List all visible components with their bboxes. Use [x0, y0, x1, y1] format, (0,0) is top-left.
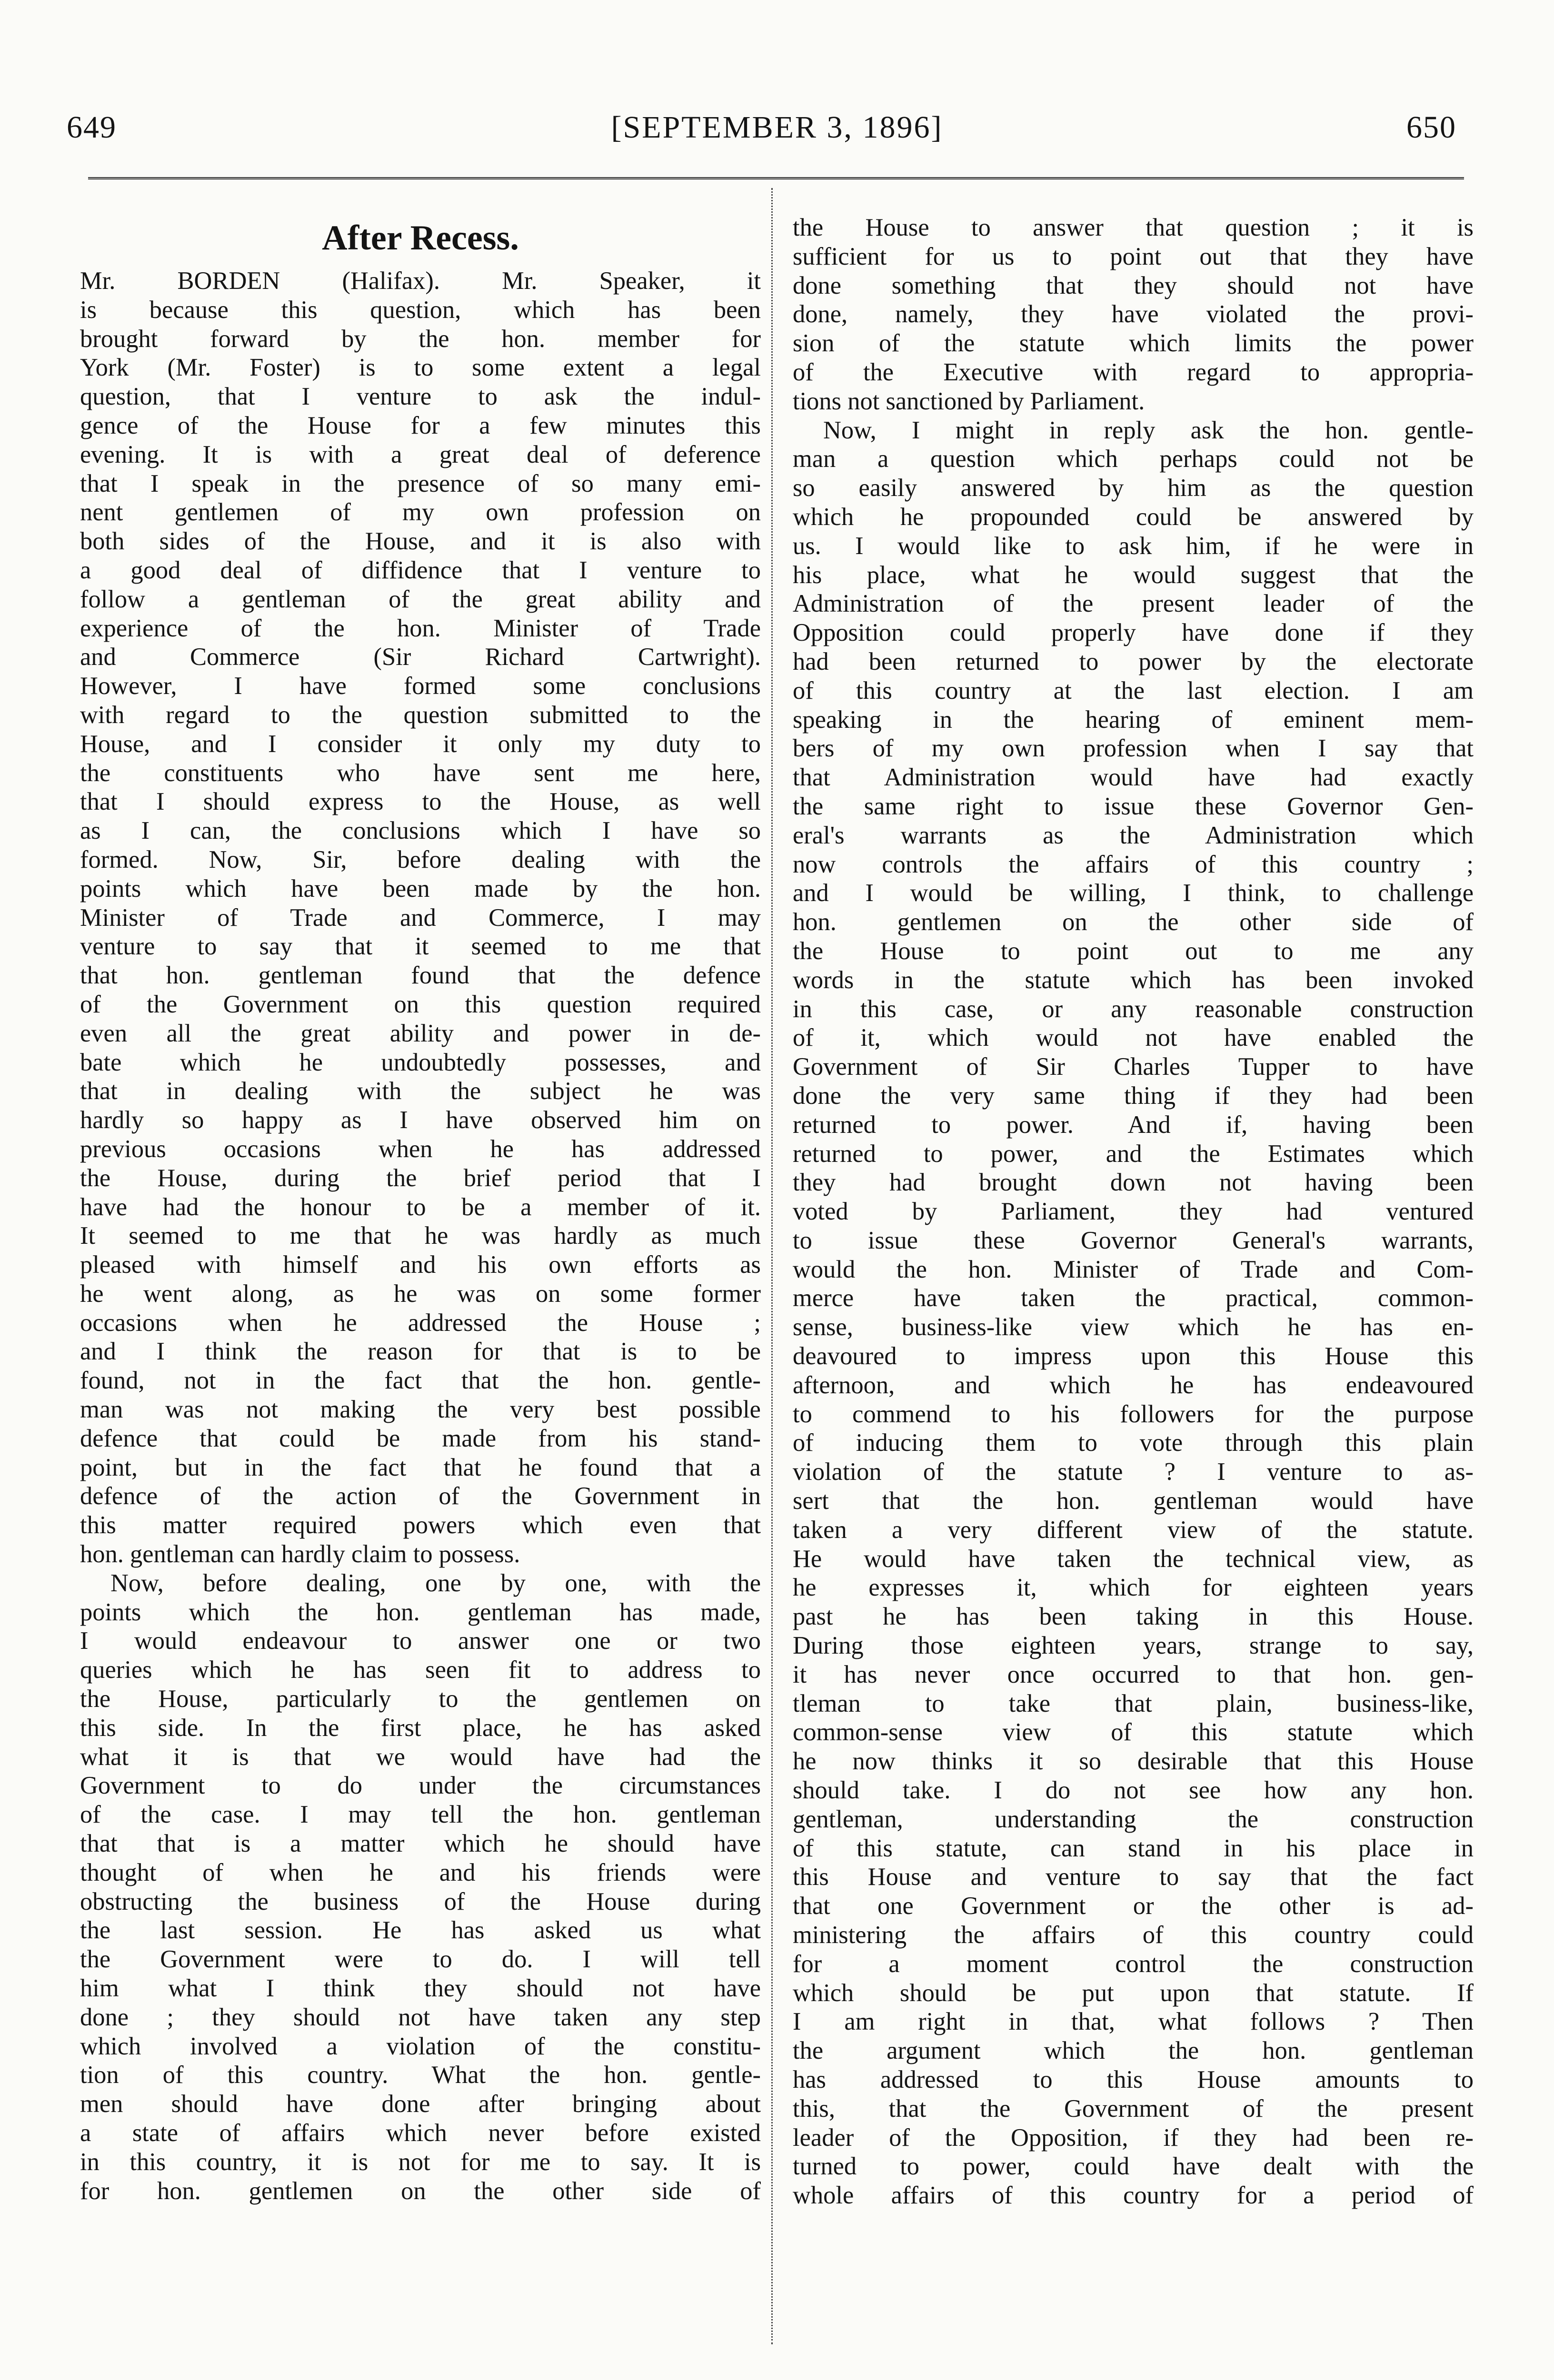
text-line: formed. Now, Sir, before dealing with the [80, 845, 761, 873]
text-line: Opposition could properly have done if they [793, 619, 1474, 647]
text-line: his place, what he would suggest that the [793, 561, 1474, 589]
text-line: of the case. I may tell the hon. gentleman [80, 1801, 761, 1829]
text-line: common-sense view of this statute which [793, 1718, 1474, 1746]
text-line: that hon. gentleman found that the defence [80, 962, 761, 990]
left-column-text [80, 267, 761, 2205]
text-line: both sides of the House, and it is also with [80, 527, 761, 555]
left-column [80, 213, 761, 2205]
text-line: the argument which the hon. gentleman [793, 2037, 1474, 2065]
text-line: York (Mr. Foster) is to some extent a legal [80, 354, 761, 382]
text-line: this House and venture to say that the fact [793, 1863, 1474, 1891]
text-line: obstructing the business of the House during [80, 1887, 761, 1915]
text-line: I would endeavour to answer one or two [80, 1627, 761, 1655]
text-line: us. I would like to ask him, if he were in [793, 532, 1474, 560]
text-line: which involved a violation of the constitu- [80, 2032, 761, 2060]
text-line: the House, particularly to the gentlemen on [80, 1685, 761, 1713]
text-line: to commend to his followers for the purpose [793, 1400, 1474, 1428]
text-line: as I can, the conclusions which I have so [80, 817, 761, 845]
text-line: turned to power, could have dealt with the [793, 2152, 1474, 2181]
text-line: gentleman, understanding the construction [793, 1805, 1474, 1833]
text-line: taken a very different view of the statute. [793, 1516, 1474, 1544]
text-line: During those eighteen years, strange to say, [793, 1632, 1474, 1660]
text-line: men should have done after bringing about [80, 2090, 761, 2118]
text-line: words in the statute which has been invoked [793, 966, 1474, 994]
text-line: violation of the statute ? I venture to as- [793, 1458, 1474, 1486]
text-line: for hon. gentlemen on the other side of [80, 2177, 761, 2205]
text-line: a state of affairs which never before existed [80, 2119, 761, 2147]
text-line: tleman to take that plain, business-like, [793, 1689, 1474, 1717]
text-line: However, I have formed some conclusions [80, 672, 761, 700]
section-title: After Recess. [322, 218, 519, 258]
text-line: he now thinks it so desirable that this House [793, 1747, 1474, 1775]
text-line: this, that the Government of the present [793, 2094, 1474, 2122]
text-line: of it, which would not have enabled the [793, 1024, 1474, 1052]
text-line: done something that they should not have [793, 271, 1474, 299]
text-line: he went along, as he was on some former [80, 1279, 761, 1308]
text-line: and I would be willing, I think, to challenge [793, 879, 1474, 907]
text-line: Now, before dealing, one by one, with the [110, 1569, 761, 1597]
text-line: of this statute, can stand in his place in [793, 1834, 1474, 1862]
header-rule [88, 177, 1464, 179]
text-line: merce have taken the practical, common- [793, 1284, 1474, 1312]
text-line: is because this question, which has been [80, 296, 761, 324]
text-line: even all the great ability and power in de- [80, 1019, 761, 1047]
text-line: it has never once occurred to that hon. gen- [793, 1660, 1474, 1688]
text-line: the House to point out to me any [793, 937, 1474, 965]
text-line: to issue these Governor General's warrants, [793, 1226, 1474, 1254]
text-line: ministering the affairs of this country could [793, 1921, 1474, 1949]
text-line: follow a gentleman of the great ability and [80, 585, 761, 613]
text-line: Mr. BORDEN (Halifax). Mr. Speaker, it [80, 267, 761, 295]
text-line: hon. gentleman can hardly claim to possess. [80, 1540, 520, 1568]
text-line: venture to say that it seemed to me that [80, 932, 761, 961]
text-line: defence of the action of the Government in [80, 1482, 761, 1510]
text-line: a good deal of diffidence that I venture to [80, 556, 761, 584]
text-line: tion of this country. What the hon. gentle- [80, 2061, 761, 2089]
text-line: returned to power, and the Estimates which [793, 1140, 1474, 1168]
text-line: done the very same thing if they had been [793, 1081, 1474, 1110]
right-column-text [793, 213, 1474, 2210]
text-line: question, that I venture to ask the indul- [80, 383, 761, 411]
text-line: the House, during the brief period that I [80, 1164, 761, 1192]
text-line: with regard to the question submitted to the [80, 701, 761, 729]
text-line: speaking in the hearing of eminent mem- [793, 705, 1474, 734]
text-line: has addressed to this House amounts to [793, 2066, 1474, 2093]
text-line: done, namely, they have violated the provi- [793, 300, 1474, 328]
text-line: that one Government or the other is ad- [793, 1892, 1474, 1920]
text-line: bers of my own profession when I say that [793, 734, 1474, 763]
text-line: voted by Parliament, they had ventured [793, 1198, 1474, 1226]
header-date: [SEPTEMBER 3, 1896] [611, 110, 943, 145]
text-line: tions not sanctioned by Parliament. [793, 387, 1145, 415]
text-line: this side. In the first place, he has asked [80, 1714, 761, 1742]
text-line: nent gentlemen of my own profession on [80, 498, 761, 526]
page-header [0, 109, 1554, 152]
text-line: the constituents who have sent me here, [80, 759, 761, 787]
text-line: have had the honour to be a member of it. [80, 1193, 761, 1221]
text-line: occasions when he addressed the House ; [80, 1309, 761, 1337]
text-line: would the hon. Minister of Trade and Com- [793, 1255, 1474, 1283]
text-line: that I speak in the presence of so many emi- [80, 469, 761, 497]
text-line: He would have taken the technical view, as [793, 1545, 1474, 1573]
text-line: that I should express to the House, as well [80, 788, 761, 816]
text-line: points which have been made by the hon. [80, 874, 761, 902]
text-line: Government of Sir Charles Tupper to have [793, 1053, 1474, 1081]
text-line: Government to do under the circumstances [80, 1772, 761, 1800]
text-line: in this country, it is not for me to say. It is [80, 2148, 761, 2176]
text-line: pleased with himself and his own efforts as [80, 1251, 761, 1279]
text-line: afternoon, and which he has endeavoured [793, 1371, 1474, 1399]
text-line: brought forward by the hon. member for [80, 325, 761, 353]
text-line: evening. It is with a great deal of deference [80, 440, 761, 468]
text-line: eral's warrants as the Administration which [793, 821, 1474, 849]
text-line: which should be put upon that statute. If [793, 1979, 1474, 2007]
text-line: sion of the statute which limits the power [793, 329, 1474, 357]
text-line: now controls the affairs of this country ; [793, 850, 1474, 878]
text-line: Now, I might in reply ask the hon. gentle- [823, 416, 1474, 444]
text-line: I am right in that, what follows ? Then [793, 2008, 1474, 2036]
text-line: of the Government on this question required [80, 990, 761, 1018]
text-line: gence of the House for a few minutes this [80, 411, 761, 439]
text-line: previous occasions when he has addressed [80, 1135, 761, 1163]
text-line: so easily answered by him as the question [793, 474, 1474, 502]
text-line: It seemed to me that he was hardly as much [80, 1222, 761, 1250]
text-line: man was not making the very best possible [80, 1396, 761, 1424]
text-line: had been returned to power by the electorate [793, 647, 1474, 675]
text-line: sufficient for us to point out that they have [793, 242, 1474, 270]
text-line: hon. gentlemen on the other side of [793, 908, 1474, 936]
text-line: this matter required powers which even that [80, 1511, 761, 1539]
text-line: thought of when he and his friends were [80, 1858, 761, 1886]
text-line: and Commerce (Sir Richard Cartwright). [80, 643, 761, 671]
text-line: he expresses it, which for eighteen years [793, 1574, 1474, 1602]
text-line: defence that could be made from his stand- [80, 1424, 761, 1452]
text-line: should take. I do not see how any hon. [793, 1776, 1474, 1805]
text-line: the House to answer that question ; it is [793, 214, 1474, 241]
text-line: past he has been taking in this House. [793, 1603, 1474, 1631]
text-line: sense, business-like view which he has en- [793, 1313, 1474, 1341]
right-column [793, 213, 1474, 2210]
text-line: that in dealing with the subject he was [80, 1077, 761, 1105]
page-number-left: 649 [67, 110, 117, 145]
text-line: of the Executive with regard to appropria- [793, 358, 1474, 386]
text-line: House, and I consider it only my duty to [80, 730, 761, 758]
text-line: which he propounded could be answered by [793, 503, 1474, 531]
text-line: man a question which perhaps could not be [793, 445, 1474, 473]
text-line: of inducing them to vote through this plain [793, 1429, 1474, 1457]
text-line: what it is that we would have had the [80, 1743, 761, 1771]
text-line: deavoured to impress upon this House this [793, 1342, 1474, 1370]
text-line: for a moment control the construction [793, 1950, 1474, 1978]
text-line: points which the hon. gentleman has made, [80, 1598, 761, 1626]
text-line: experience of the hon. Minister of Trade [80, 614, 761, 642]
text-line: point, but in the fact that he found that a [80, 1453, 761, 1481]
text-line: found, not in the fact that the hon. gentle- [80, 1367, 761, 1395]
text-line: that Administration would have had exactly [793, 764, 1474, 792]
text-line: him what I think they should not have [80, 1974, 761, 2003]
text-line: the same right to issue these Governor Gen- [793, 792, 1474, 820]
text-line: hardly so happy as I have observed him on [80, 1106, 761, 1134]
text-line: Administration of the present leader of the [793, 590, 1474, 618]
text-line: returned to power. And if, having been [793, 1111, 1474, 1139]
text-line: and I think the reason for that is to be [80, 1338, 761, 1366]
text-line: the Government were to do. I will tell [80, 1945, 761, 1973]
text-line: they had brought down not having been [793, 1169, 1474, 1197]
page-number-right: 650 [1406, 110, 1456, 145]
text-line: sert that the hon. gentleman would have [793, 1487, 1474, 1515]
text-line: whole affairs of this country for a period of [793, 2182, 1474, 2210]
text-line: Minister of Trade and Commerce, I may [80, 903, 761, 932]
text-line: done ; they should not have taken any step [80, 2003, 761, 2031]
text-line: in this case, or any reasonable construction [793, 995, 1474, 1023]
text-line: the last session. He has asked us what [80, 1916, 761, 1944]
text-line: queries which he has seen fit to address to [80, 1656, 761, 1684]
text-line: leader of the Opposition, if they had been re- [793, 2123, 1474, 2152]
column-divider [771, 188, 773, 2344]
text-line: bate which he undoubtedly possesses, and [80, 1048, 761, 1076]
text-line: that that is a matter which he should have [80, 1830, 761, 1858]
text-line: of this country at the last election. I am [793, 676, 1474, 704]
